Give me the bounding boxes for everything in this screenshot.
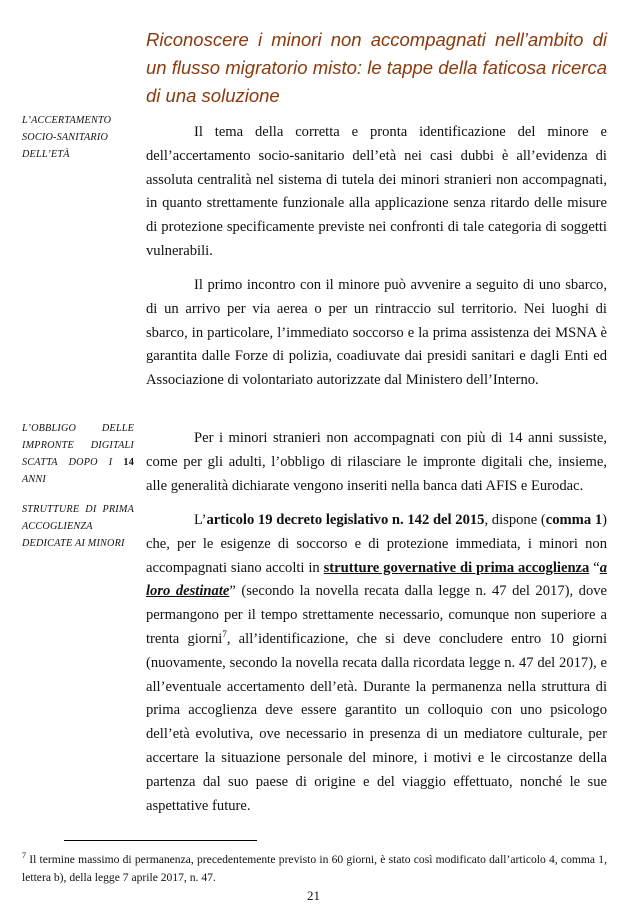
margin-note-fingerprints-age: 14	[123, 457, 134, 468]
margin-note-reception-facilities: STRUTTURE DI PRIMA ACCOGLIENZA DEDICATE AI MINORI	[22, 504, 134, 549]
p4-comma-ref: comma 1	[545, 512, 603, 528]
margin-note-age-assessment: L’ACCERTAMENTO SOCIO-SANITARIO DELL’ETÀ	[22, 115, 112, 160]
paragraph-2: Il primo incontro con il minore può avvenire a seguito di uno sbarco, di un arrivo per via aerea o per un rintraccio sul territorio. Nei luoghi di sbarco, in particolare, l’immediato soccorso e la prima assistenza dei MSNA è garantita dalle Forze di polizia, coadiuvate dai presidi sanitari e dagli Enti ed Associazione di volontariato autorizzate dal Ministero dell’Interno.	[146, 277, 607, 389]
footnote-number: 7	[22, 851, 26, 861]
p4-article-ref: articolo 19 decreto legislativo n. 142 del 2015	[206, 512, 485, 528]
margin-note-fingerprints-text: L’OBBLIGO DELLE IMPRONTE DIGITALI SCATTA DOPO I	[22, 423, 134, 468]
margin-note-fingerprints-end: ANNI	[22, 474, 47, 485]
page-number: 21	[307, 888, 320, 903]
paragraph-1: Il tema della corretta e pronta identificazione del minore e dell’accertamento socio-sanitario dell’età nei casi dubbi è all’evidenza di assoluta centralità nel sistema di tutela dei minori stranieri non accompagnati, in quanto strettamente funzionale alla applicazione senza ritardo delle misure di protezione specificamente previste nei confronti di tale categoria di soggetti vulnerabili.	[146, 124, 607, 259]
p4-seg-2: , dispone (	[484, 512, 546, 528]
footnote-separator	[64, 840, 257, 841]
section-heading: Riconoscere i minori non accompagnati nell’ambito di un flusso migratorio misto: le tappe della faticosa ricerca di una soluzione	[146, 29, 607, 106]
p4-seg-6: , all’identificazione, che si deve concludere entro 10 giorni (nuovamente, secondo la novella recata dalla ricordata legge n. 47 del 2017), e all’eventuale accertamento dell’età. Durante la permanenza nella struttura di prima accoglienza deve essere garantito un colloquio con uno psicologo dell’età evolutiva, ove necessario in presenza di un mediatore culturale, per accertare la situazione personale del minore, i motivi e le circostanze della partenza dal suo paese di origine e del viaggio effettuato, nonché le sue aspettative future.	[146, 630, 608, 814]
margin-note-fingerprints	[22, 420, 134, 488]
p4-seg-4: “	[589, 559, 600, 576]
paragraph-4	[146, 509, 607, 818]
p4-seg-1: L’	[194, 512, 207, 528]
p4-seg-3: ) che, per le esigenze di soccorso e di protezione immediata, i minori non accompagnati siano accolti in	[146, 512, 607, 576]
p4-highlight-structures: strutture governative di prima accoglienza	[323, 559, 590, 576]
footnote-text: Il termine massimo di permanenza, precedentemente previsto in 60 giorni, è stato così modificato dall’articolo 4, comma 1, lettera b), della legge 7 aprile 2017, n. 47.	[22, 853, 607, 884]
p4-seg-5: ” (secondo la novella recata dalla legge n. 47 del 2017), dove permangono per il tempo strettamente necessario, comunque non superiore a trenta giorni	[146, 583, 608, 647]
p4-highlight-destined: a loro destinate	[146, 559, 607, 600]
footnote	[22, 851, 607, 887]
footnote-reference[interactable]: 7	[222, 629, 227, 640]
paragraph-3: Per i minori stranieri non accompagnati con più di 14 anni sussiste, come per gli adulti, l’obbligo di rilasciare le impronte digitali che, insieme, alle generalità dichiarate vengono inseriti nella banca dati AFIS e Eurodac.	[146, 430, 607, 494]
